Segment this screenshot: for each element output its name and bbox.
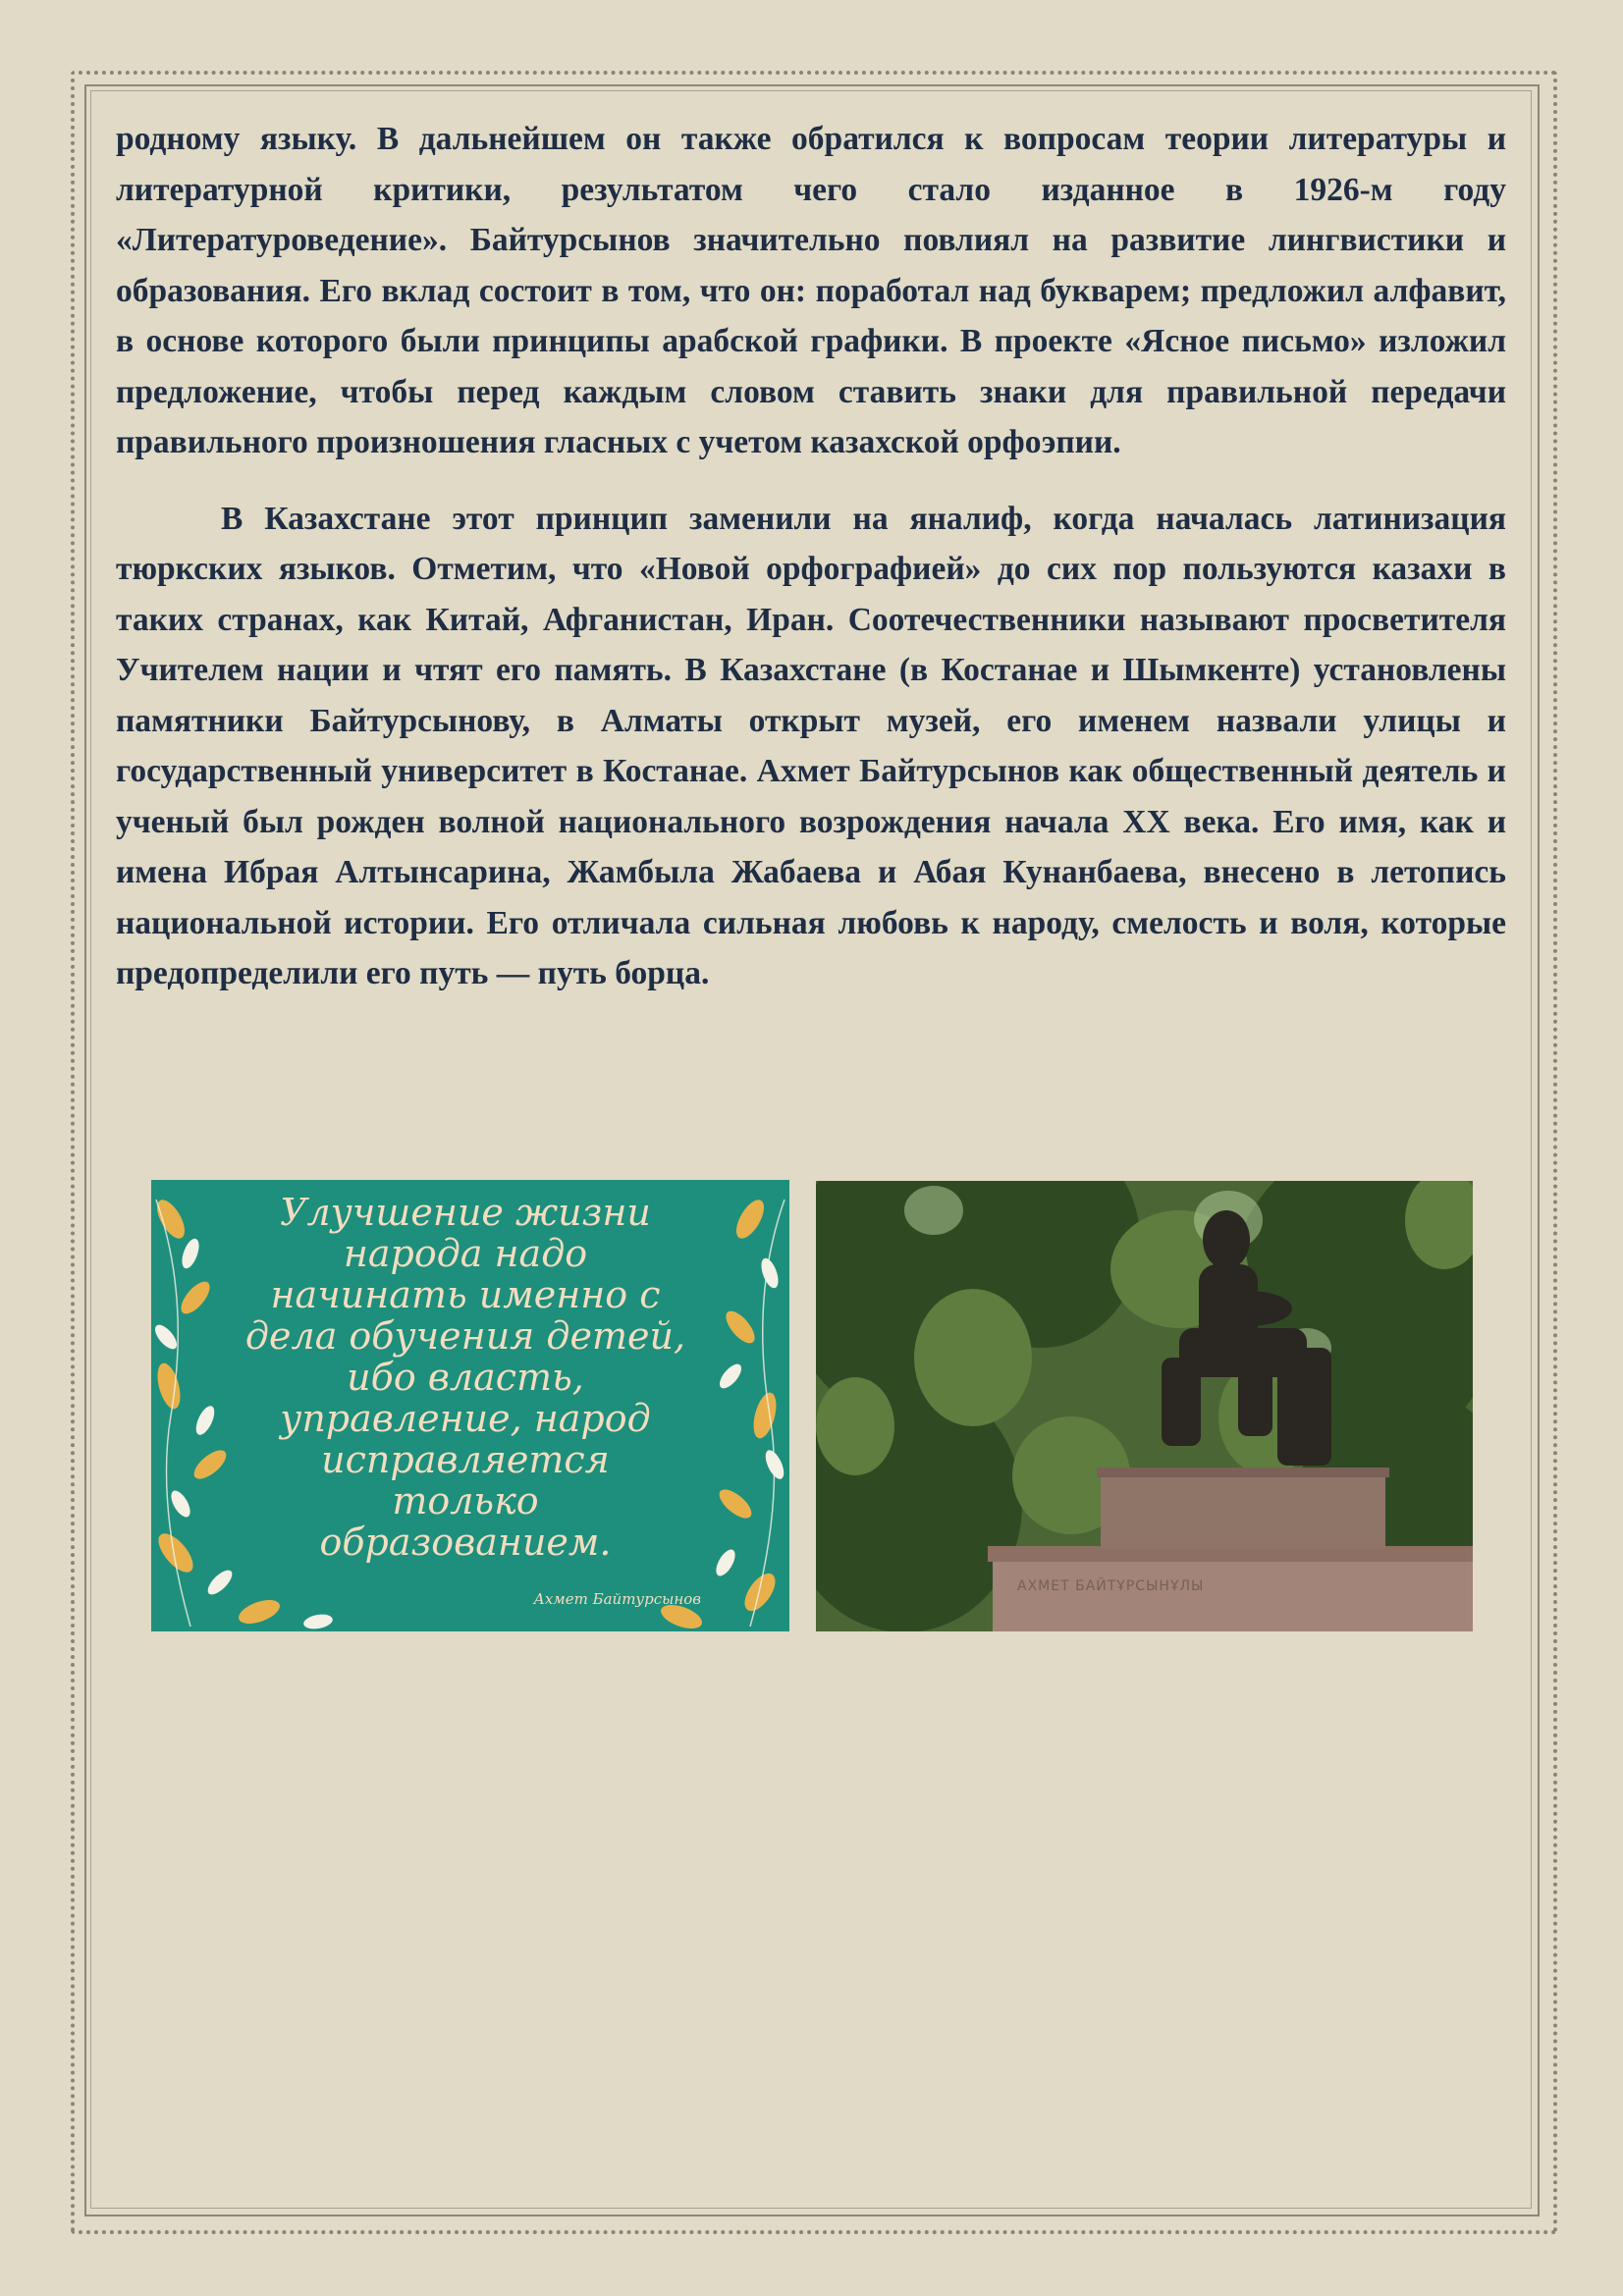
quote-signature: Ахмет Байтурсынов: [533, 1590, 701, 1608]
paragraph-2: В Казахстане этот принцип заменили на яналиф, когда началась латинизация тюркских языков. Отметим, что «Новой орфографией» до сих пор пользуются казахи в таких странах, как Китай, Афганистан, Иран. Соотечественники называют просветителя Учителем нации и чтят его память. В Казахстане (в Костанае и Шымкенте) установлены памятники Байтурсынову, в Алматы открыт музей, его именем назвали улицы и государственный университет в Костанае. Ахмет Байтурсынов как общественный деятель и ученый был рожден волной национального возрождения начала XX века. Его имя, как и имена Ибрая Алтынсарина, Жамбыла Жабаева и Абая Кунанбаева, внесено в летопись национальной истории. Его отличала сильная любовь к народу, смелость и воля, которые предопределили его путь — путь борца.: [116, 500, 1506, 991]
quote-line: управление, народ: [280, 1397, 651, 1440]
paragraph-1: родному языку. В дальнейшем он также обратился к вопросам теории литературы и литературной критики, результатом чего стало изданное в 1926-м году «Литературоведение». Байтурсынов значительно повлиял на развитие лингвистики и образования. Его вклад состоит в том, что он: поработал над букварем; предложил алфавит, в основе которого были принципы арабской графики. В проекте «Ясное письмо» изложил предложение, чтобы перед каждым словом ставить знаки для правильной передачи правильного произношения гласных с учетом казахской орфоэпии.: [116, 121, 1506, 460]
quote-line: народа надо: [343, 1232, 588, 1275]
quote-line: дела обучения детей,: [244, 1314, 686, 1358]
monument-illustration: [816, 1181, 1473, 1631]
quote-line: только: [392, 1479, 539, 1522]
quote-line: образованием.: [319, 1521, 612, 1564]
quote-line: начинать именно с: [270, 1273, 661, 1316]
document-body: [116, 114, 1506, 999]
quote-line: исправляется: [321, 1438, 610, 1481]
monument-photo: [816, 1181, 1473, 1631]
quote-card-image: [151, 1180, 789, 1631]
quote-line: ибо власть,: [347, 1356, 584, 1399]
quote-text: [220, 1192, 711, 1563]
quote-line: Улучшение жизни: [280, 1191, 651, 1234]
plinth-inscription: АХМЕТ БАЙТҰРСЫНҰЛЫ: [1017, 1578, 1205, 1594]
